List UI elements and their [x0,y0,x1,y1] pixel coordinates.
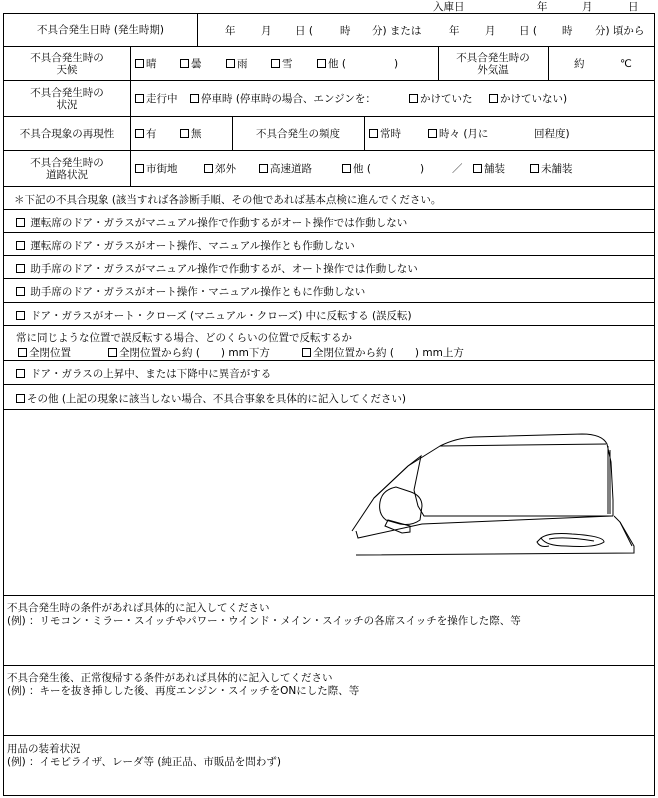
reverse-position-question: 常に同じような位置で誤反転する場合、どのくらいの位置で反転するか [16,332,352,344]
status-label: 不具合発生時の 状況 [30,86,104,111]
recovery-title: 不具合発生後、正常復帰する条件があれば具体的に記入してください [7,672,333,684]
weather-snow-checkbox[interactable]: 雪 [271,56,293,71]
received-day-label: 日 [628,1,639,13]
occurrence-date-field[interactable]: 年 月 日 ( 時 分) または 年 月 日 ( 時 分) 頃から [225,24,645,37]
road-urban-checkbox[interactable]: 市街地 [135,161,178,176]
reproduce-label: 不具合現象の再現性 [19,127,115,140]
accessories-section[interactable] [4,736,654,796]
frequency-label: 不具合発生の頻度 [256,127,340,140]
outside-temp-field[interactable]: 約 ℃ [574,57,632,70]
symptom-item-4[interactable]: 助手席のドア・ガラスがオート操作・マニュアル操作ともに作動しない [16,284,365,299]
occurrence-date-label: 不具合発生日時 (発生時期) [36,24,165,36]
received-month-label: 月 [582,1,593,13]
engine-on-checkbox[interactable]: かけていた [409,91,473,106]
full-close-checkbox[interactable]: 全閉位置 [18,345,71,360]
symptom-item-1[interactable]: 運転席のドア・ガラスがマニュアル操作で作動するがオート操作では作動しない [16,215,407,230]
road-label: 不具合発生時の 道路状況 [30,156,104,181]
inquiry-form [3,13,655,796]
weather-cloudy-checkbox[interactable]: 曇 [180,56,202,71]
reproduce-row: 不具合現象の再現性 有 無 不具合発生の頻度 常時 時々 (月に 回程度) [4,117,654,151]
symptom-note: ＊下記の不具合現象 (該当すれば各診断手順、その他であれば基本点検に進んでください。 [14,194,442,206]
symptom-other[interactable]: その他 (上記の現象に該当しない場合、不具合事象を具体的に記入してください) [16,391,406,406]
drawing-area[interactable] [4,410,654,596]
symptom-item-3[interactable]: 助手席のドア・ガラスがマニュアル操作で作動するが、オート操作では作動しない [16,261,418,276]
conditions-example: (例) ：リモコン・ミラー・スイッチやパワー・ウインド・メイン・スイッチの各席スイッチを操作した際、等 [7,615,521,627]
status-row [4,81,654,117]
weather-sunny-checkbox[interactable]: 晴 [135,56,157,71]
road-unpaved-checkbox[interactable]: 未舗装 [530,161,573,176]
symptom-noise[interactable]: ドア・ガラスの上昇中、または下降中に異音がする [16,366,271,381]
weather-rain-checkbox[interactable]: 雨 [226,56,248,71]
road-paved-checkbox[interactable]: 舗装 [473,161,505,176]
from-close-down-checkbox[interactable]: 全閉位置から約 ( ) mm下方 [108,345,270,360]
road-row: 不具合発生時の 道路状況 市街地 郊外 高速道路 他 ( ) ／ 舗装 未舗装 [4,151,654,187]
conditions-title: 不具合発生時の条件があれば具体的に記入してください [7,602,270,614]
road-suburb-checkbox[interactable]: 郊外 [204,161,236,176]
status-driving-checkbox[interactable]: 走行中 [135,91,178,106]
conditions-section[interactable] [4,596,654,666]
received-year-label: 年 [537,1,548,13]
recovery-section[interactable] [4,666,654,736]
from-close-up-checkbox[interactable]: 全閉位置から約 ( ) mm上方 [302,345,464,360]
occurrence-date-row [4,14,654,47]
recovery-example: (例) ：キーを抜き挿しした後、再度エンジン・スイッチをONにした際、等 [7,685,360,697]
received-date-label: 入庫日 [433,1,465,13]
symptom-item-2[interactable]: 運転席のドア・ガラスがオート操作、マニュアル操作とも作動しない [16,238,355,253]
weather-other-checkbox[interactable]: 他 ( [317,56,346,71]
accessories-example: (例) ：イモビライザ、レーダ等 (純正品、市販品を問わず) [7,756,282,768]
outside-temp-label: 不具合発生時の 外気温 [456,51,530,76]
reproduce-no-checkbox[interactable]: 無 [180,126,202,141]
weather-row: 不具合発生時の 天候 晴 曇 雨 雪 他 ( ) 不具合発生時の 外気温 約 ℃ [4,47,654,81]
weather-label: 不具合発生時の 天候 [30,51,104,76]
car-door-illustration [4,410,654,594]
freq-sometimes-checkbox[interactable]: 時々 (月に [428,126,488,141]
symptom-item-5[interactable]: ドア・ガラスがオート・クローズ (マニュアル・クローズ) 中に反転する (誤反転) [16,308,412,323]
engine-off-checkbox[interactable]: かけていない) [489,91,567,106]
road-other-checkbox[interactable]: 他 ( [342,161,371,176]
freq-always-checkbox[interactable]: 常時 [369,126,401,141]
status-stopped-checkbox[interactable]: 停車時 (停車時の場合、エンジンを： [190,91,376,106]
accessories-title: 用品の装着状況 [7,743,81,755]
reproduce-yes-checkbox[interactable]: 有 [135,126,157,141]
road-highway-checkbox[interactable]: 高速道路 [259,161,312,176]
